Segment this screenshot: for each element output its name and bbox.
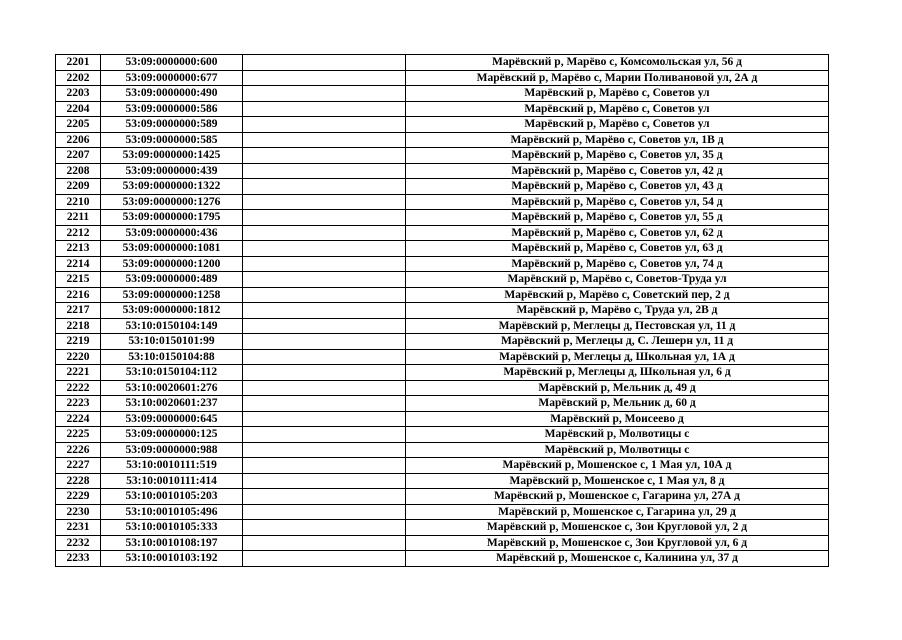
address-cell: Марёвский р, Меглецы д, Пестовская ул, 11 д bbox=[406, 318, 829, 334]
cadastral-number-cell: 53:09:0000000:1081 bbox=[101, 241, 243, 257]
table-row bbox=[56, 225, 829, 241]
registry-table-body bbox=[56, 55, 829, 567]
row-number-cell: 2217 bbox=[56, 303, 101, 319]
cadastral-number-cell: 53:09:0000000:1425 bbox=[101, 148, 243, 164]
cadastral-number-cell: 53:10:0010108:197 bbox=[101, 535, 243, 551]
row-number-cell: 2202 bbox=[56, 70, 101, 86]
empty-cell bbox=[243, 70, 406, 86]
cadastral-number-cell: 53:10:0010103:192 bbox=[101, 551, 243, 567]
cadastral-number-cell: 53:10:0010105:333 bbox=[101, 520, 243, 536]
address-cell: Марёвский р, Марёво с, Советов ул, 62 д bbox=[406, 225, 829, 241]
row-number-cell: 2230 bbox=[56, 504, 101, 520]
table-row bbox=[56, 117, 829, 133]
cadastral-number-cell: 53:09:0000000:1812 bbox=[101, 303, 243, 319]
table-row bbox=[56, 210, 829, 226]
row-number-cell: 2212 bbox=[56, 225, 101, 241]
cadastral-number-cell: 53:10:0010111:414 bbox=[101, 473, 243, 489]
table-row bbox=[56, 272, 829, 288]
cadastral-number-cell: 53:10:0150101:99 bbox=[101, 334, 243, 350]
empty-cell bbox=[243, 132, 406, 148]
table-row bbox=[56, 489, 829, 505]
empty-cell bbox=[243, 396, 406, 412]
row-number-cell: 2201 bbox=[56, 55, 101, 71]
table-row bbox=[56, 535, 829, 551]
row-number-cell: 2221 bbox=[56, 365, 101, 381]
empty-cell bbox=[243, 256, 406, 272]
row-number-cell: 2225 bbox=[56, 427, 101, 443]
empty-cell bbox=[243, 225, 406, 241]
address-cell: Марёвский р, Мельник д, 49 д bbox=[406, 380, 829, 396]
empty-cell bbox=[243, 55, 406, 71]
address-cell: Марёвский р, Мошенское с, Гагарина ул, 27А д bbox=[406, 489, 829, 505]
address-cell: Марёвский р, Меглецы д, С. Лешерн ул, 11 д bbox=[406, 334, 829, 350]
cadastral-number-cell: 53:09:0000000:645 bbox=[101, 411, 243, 427]
address-cell: Марёвский р, Марёво с, Советов ул, 35 д bbox=[406, 148, 829, 164]
row-number-cell: 2211 bbox=[56, 210, 101, 226]
table-row bbox=[56, 179, 829, 195]
row-number-cell: 2231 bbox=[56, 520, 101, 536]
empty-cell bbox=[243, 551, 406, 567]
row-number-cell: 2216 bbox=[56, 287, 101, 303]
empty-cell bbox=[243, 163, 406, 179]
row-number-cell: 2233 bbox=[56, 551, 101, 567]
table-row bbox=[56, 241, 829, 257]
empty-cell bbox=[243, 148, 406, 164]
cadastral-number-cell: 53:09:0000000:490 bbox=[101, 86, 243, 102]
cadastral-number-cell: 53:09:0000000:988 bbox=[101, 442, 243, 458]
empty-cell bbox=[243, 303, 406, 319]
row-number-cell: 2229 bbox=[56, 489, 101, 505]
empty-cell bbox=[243, 210, 406, 226]
cadastral-number-cell: 53:09:0000000:1276 bbox=[101, 194, 243, 210]
address-cell: Марёвский р, Марёво с, Советов ул, 1В д bbox=[406, 132, 829, 148]
address-cell: Марёвский р, Моисеево д bbox=[406, 411, 829, 427]
cadastral-number-cell: 53:09:0000000:677 bbox=[101, 70, 243, 86]
empty-cell bbox=[243, 458, 406, 474]
empty-cell bbox=[243, 194, 406, 210]
table-row bbox=[56, 132, 829, 148]
cadastral-number-cell: 53:09:0000000:1200 bbox=[101, 256, 243, 272]
empty-cell bbox=[243, 411, 406, 427]
row-number-cell: 2219 bbox=[56, 334, 101, 350]
table-row bbox=[56, 256, 829, 272]
address-cell: Марёвский р, Молвотицы с bbox=[406, 427, 829, 443]
row-number-cell: 2226 bbox=[56, 442, 101, 458]
address-cell: Марёвский р, Мошенское с, Калинина ул, 37 д bbox=[406, 551, 829, 567]
empty-cell bbox=[243, 101, 406, 117]
address-cell: Марёвский р, Марёво с, Советов ул bbox=[406, 117, 829, 133]
table-row bbox=[56, 70, 829, 86]
cadastral-number-cell: 53:10:0020601:237 bbox=[101, 396, 243, 412]
empty-cell bbox=[243, 535, 406, 551]
table-row bbox=[56, 442, 829, 458]
row-number-cell: 2203 bbox=[56, 86, 101, 102]
table-row bbox=[56, 194, 829, 210]
empty-cell bbox=[243, 473, 406, 489]
address-cell: Марёвский р, Марёво с, Советов ул, 63 д bbox=[406, 241, 829, 257]
address-cell: Марёвский р, Марёво с, Советский пер, 2 д bbox=[406, 287, 829, 303]
table-row bbox=[56, 427, 829, 443]
empty-cell bbox=[243, 241, 406, 257]
cadastral-number-cell: 53:09:0000000:125 bbox=[101, 427, 243, 443]
cadastral-number-cell: 53:09:0000000:600 bbox=[101, 55, 243, 71]
address-cell: Марёвский р, Марёво с, Советов ул, 55 д bbox=[406, 210, 829, 226]
table-row bbox=[56, 86, 829, 102]
row-number-cell: 2213 bbox=[56, 241, 101, 257]
address-cell: Марёвский р, Мошенское с, 1 Мая ул, 10А д bbox=[406, 458, 829, 474]
row-number-cell: 2207 bbox=[56, 148, 101, 164]
row-number-cell: 2206 bbox=[56, 132, 101, 148]
table-row bbox=[56, 349, 829, 365]
table-row bbox=[56, 287, 829, 303]
row-number-cell: 2214 bbox=[56, 256, 101, 272]
cadastral-number-cell: 53:10:0010111:519 bbox=[101, 458, 243, 474]
row-number-cell: 2223 bbox=[56, 396, 101, 412]
empty-cell bbox=[243, 318, 406, 334]
cadastral-number-cell: 53:09:0000000:586 bbox=[101, 101, 243, 117]
address-cell: Марёвский р, Марёво с, Марии Поливановой ул, 2А д bbox=[406, 70, 829, 86]
row-number-cell: 2215 bbox=[56, 272, 101, 288]
table-row bbox=[56, 551, 829, 567]
address-cell: Марёвский р, Меглецы д, Школьная ул, 6 д bbox=[406, 365, 829, 381]
address-cell: Марёвский р, Марёво с, Советов ул, 54 д bbox=[406, 194, 829, 210]
row-number-cell: 2227 bbox=[56, 458, 101, 474]
row-number-cell: 2218 bbox=[56, 318, 101, 334]
table-row bbox=[56, 163, 829, 179]
row-number-cell: 2210 bbox=[56, 194, 101, 210]
table-row bbox=[56, 148, 829, 164]
row-number-cell: 2232 bbox=[56, 535, 101, 551]
empty-cell bbox=[243, 489, 406, 505]
cadastral-number-cell: 53:10:0150104:149 bbox=[101, 318, 243, 334]
row-number-cell: 2220 bbox=[56, 349, 101, 365]
table-row bbox=[56, 318, 829, 334]
address-cell: Марёвский р, Марёво с, Советов ул bbox=[406, 101, 829, 117]
row-number-cell: 2209 bbox=[56, 179, 101, 195]
table-row bbox=[56, 504, 829, 520]
address-cell: Марёвский р, Мошенское с, Зои Кругловой ул, 6 д bbox=[406, 535, 829, 551]
address-cell: Марёвский р, Марёво с, Советов-Труда ул bbox=[406, 272, 829, 288]
row-number-cell: 2204 bbox=[56, 101, 101, 117]
empty-cell bbox=[243, 380, 406, 396]
empty-cell bbox=[243, 334, 406, 350]
address-cell: Марёвский р, Марёво с, Комсомольская ул, 56 д bbox=[406, 55, 829, 71]
row-number-cell: 2222 bbox=[56, 380, 101, 396]
cadastral-number-cell: 53:09:0000000:439 bbox=[101, 163, 243, 179]
cadastral-number-cell: 53:10:0020601:276 bbox=[101, 380, 243, 396]
cadastral-number-cell: 53:10:0150104:112 bbox=[101, 365, 243, 381]
empty-cell bbox=[243, 442, 406, 458]
address-cell: Марёвский р, Марёво с, Советов ул bbox=[406, 86, 829, 102]
empty-cell bbox=[243, 349, 406, 365]
row-number-cell: 2224 bbox=[56, 411, 101, 427]
table-row bbox=[56, 101, 829, 117]
address-cell: Марёвский р, Мельник д, 60 д bbox=[406, 396, 829, 412]
cadastral-number-cell: 53:09:0000000:1795 bbox=[101, 210, 243, 226]
empty-cell bbox=[243, 86, 406, 102]
table-row bbox=[56, 520, 829, 536]
table-row bbox=[56, 380, 829, 396]
empty-cell bbox=[243, 287, 406, 303]
cadastral-number-cell: 53:09:0000000:489 bbox=[101, 272, 243, 288]
cadastral-number-cell: 53:09:0000000:1258 bbox=[101, 287, 243, 303]
address-cell: Марёвский р, Марёво с, Советов ул, 43 д bbox=[406, 179, 829, 195]
table-row bbox=[56, 396, 829, 412]
empty-cell bbox=[243, 272, 406, 288]
address-cell: Марёвский р, Марёво с, Советов ул, 74 д bbox=[406, 256, 829, 272]
empty-cell bbox=[243, 117, 406, 133]
address-cell: Марёвский р, Мошенское с, Гагарина ул, 29 д bbox=[406, 504, 829, 520]
table-row bbox=[56, 473, 829, 489]
empty-cell bbox=[243, 504, 406, 520]
address-cell: Марёвский р, Меглецы д, Школьная ул, 1А д bbox=[406, 349, 829, 365]
address-cell: Марёвский р, Мошенское с, Зои Кругловой ул, 2 д bbox=[406, 520, 829, 536]
cadastral-number-cell: 53:09:0000000:436 bbox=[101, 225, 243, 241]
empty-cell bbox=[243, 365, 406, 381]
table-row bbox=[56, 303, 829, 319]
empty-cell bbox=[243, 427, 406, 443]
cadastral-number-cell: 53:09:0000000:1322 bbox=[101, 179, 243, 195]
table-row bbox=[56, 55, 829, 71]
cadastral-number-cell: 53:10:0010105:203 bbox=[101, 489, 243, 505]
cadastral-number-cell: 53:10:0150104:88 bbox=[101, 349, 243, 365]
cadastral-number-cell: 53:09:0000000:589 bbox=[101, 117, 243, 133]
row-number-cell: 2228 bbox=[56, 473, 101, 489]
table-row bbox=[56, 458, 829, 474]
table-row bbox=[56, 365, 829, 381]
table-row bbox=[56, 411, 829, 427]
address-cell: Марёвский р, Марёво с, Советов ул, 42 д bbox=[406, 163, 829, 179]
cadastral-number-cell: 53:09:0000000:585 bbox=[101, 132, 243, 148]
property-registry-table bbox=[55, 54, 829, 567]
empty-cell bbox=[243, 179, 406, 195]
row-number-cell: 2205 bbox=[56, 117, 101, 133]
row-number-cell: 2208 bbox=[56, 163, 101, 179]
table-row bbox=[56, 334, 829, 350]
empty-cell bbox=[243, 520, 406, 536]
address-cell: Марёвский р, Мошенское с, 1 Мая ул, 8 д bbox=[406, 473, 829, 489]
cadastral-number-cell: 53:10:0010105:496 bbox=[101, 504, 243, 520]
address-cell: Марёвский р, Марёво с, Труда ул, 2В д bbox=[406, 303, 829, 319]
address-cell: Марёвский р, Молвотицы с bbox=[406, 442, 829, 458]
